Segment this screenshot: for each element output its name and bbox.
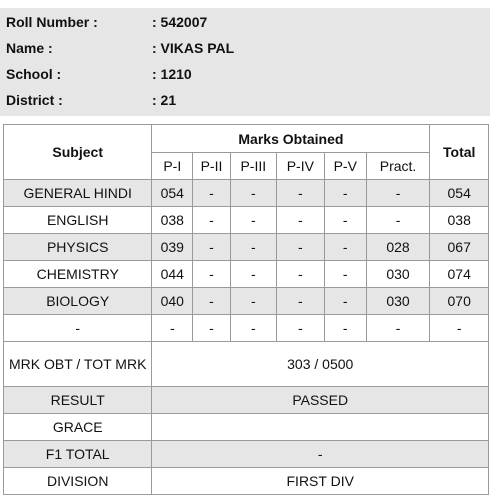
marks-cell: - (324, 180, 366, 207)
subject-cell: GENERAL HINDI (4, 180, 152, 207)
roll-number-row (0, 9, 490, 35)
marks-cell: - (193, 261, 231, 288)
name-row (0, 35, 490, 61)
marks-cell: 028 (366, 234, 430, 261)
division-label: DIVISION (4, 468, 152, 495)
roll-number-value: : 542007 (152, 14, 208, 30)
marks-cell: - (276, 261, 324, 288)
f1-total-label: F1 TOTAL (4, 441, 152, 468)
grace-value (152, 414, 489, 441)
table-row (4, 261, 489, 288)
marks-cell: - (230, 315, 276, 342)
result-value: PASSED (152, 387, 489, 414)
marks-cell: 054 (152, 180, 193, 207)
school-row (0, 61, 490, 87)
roll-number-label: Roll Number : (6, 14, 98, 30)
total-cell: 038 (430, 207, 489, 234)
marks-cell: 039 (152, 234, 193, 261)
table-header-row (4, 125, 489, 153)
name-value: : VIKAS PAL (152, 40, 235, 56)
marks-cell: - (276, 315, 324, 342)
result-row (4, 387, 489, 414)
result-label: RESULT (4, 387, 152, 414)
school-label: School : (6, 66, 62, 82)
total-header: Total (430, 125, 489, 180)
district-row (0, 87, 490, 113)
table-row (4, 207, 489, 234)
total-cell: 067 (430, 234, 489, 261)
marks-cell: - (230, 180, 276, 207)
marks-cell: - (193, 315, 231, 342)
paper-header: P-IV (276, 153, 324, 180)
subject-cell: BIOLOGY (4, 288, 152, 315)
total-cell: 070 (430, 288, 489, 315)
paper-header: P-V (324, 153, 366, 180)
subject-header: Subject (4, 125, 152, 180)
mrk-obt-row (4, 342, 489, 387)
school-value: : 1210 (152, 66, 192, 82)
marks-cell: - (230, 207, 276, 234)
marks-cell: 038 (152, 207, 193, 234)
marks-cell: - (193, 288, 231, 315)
marks-cell: - (193, 180, 231, 207)
marks-cell: - (276, 207, 324, 234)
district-value: : 21 (152, 92, 177, 108)
marks-obtained-header: Marks Obtained (152, 125, 430, 153)
division-value: FIRST DIV (152, 468, 489, 495)
marks-cell: - (366, 315, 430, 342)
subject-cell: PHYSICS (4, 234, 152, 261)
marks-cell: - (193, 234, 231, 261)
marks-cell: - (324, 315, 366, 342)
paper-header: P-II (193, 153, 231, 180)
paper-header: P-III (230, 153, 276, 180)
marks-cell: - (324, 207, 366, 234)
paper-header: P-I (152, 153, 193, 180)
subject-cell: - (4, 315, 152, 342)
district-label: District : (6, 92, 63, 108)
total-cell: - (430, 315, 489, 342)
marks-cell: - (366, 180, 430, 207)
grace-row (4, 414, 489, 441)
marks-cell: 040 (152, 288, 193, 315)
table-row (4, 315, 489, 342)
marks-table (3, 124, 489, 495)
name-label: Name : (6, 40, 53, 56)
f1-total-value: - (152, 441, 489, 468)
marks-cell: - (324, 234, 366, 261)
marks-cell: 030 (366, 261, 430, 288)
total-cell: 074 (430, 261, 489, 288)
marks-cell: 044 (152, 261, 193, 288)
marks-cell: 030 (366, 288, 430, 315)
marks-cell: - (366, 207, 430, 234)
total-cell: 054 (430, 180, 489, 207)
marks-cell: - (276, 180, 324, 207)
table-row (4, 234, 489, 261)
marks-cell: - (230, 261, 276, 288)
marks-cell: - (230, 288, 276, 315)
student-info-panel (0, 8, 490, 116)
mrk-obt-value: 303 / 0500 (152, 342, 489, 387)
division-row (4, 468, 489, 495)
paper-header: Pract. (366, 153, 430, 180)
marks-cell: - (193, 207, 231, 234)
f1-total-row (4, 441, 489, 468)
subject-cell: CHEMISTRY (4, 261, 152, 288)
table-row (4, 180, 489, 207)
table-row (4, 288, 489, 315)
marks-cell: - (152, 315, 193, 342)
marks-cell: - (276, 234, 324, 261)
grace-label: GRACE (4, 414, 152, 441)
marks-cell: - (324, 288, 366, 315)
marks-cell: - (324, 261, 366, 288)
marks-cell: - (276, 288, 324, 315)
mrk-obt-label: MRK OBT / TOT MRK (4, 342, 152, 387)
marks-cell: - (230, 234, 276, 261)
subject-cell: ENGLISH (4, 207, 152, 234)
